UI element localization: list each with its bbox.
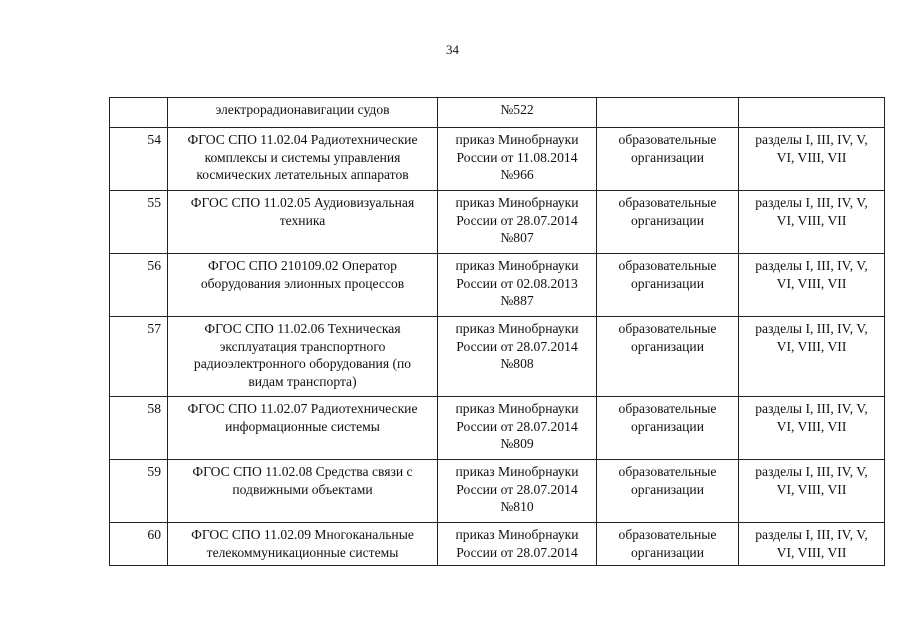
order-cell: приказ Минобрнауки России от 02.08.2013 №887 [438, 254, 597, 317]
page-number: 34 [446, 42, 459, 57]
standard-cell: ФГОС СПО 11.02.07 Радиотехнические информационные системы [168, 397, 438, 460]
row-number-cell: 60 [110, 523, 168, 566]
standard-cell: ФГОС СПО 210109.02 Оператор оборудования элионных процессов [168, 254, 438, 317]
organizations-cell: образовательные организации [597, 128, 739, 191]
standard-cell: электрорадионавигации судов [168, 98, 438, 128]
organizations-cell: образовательные организации [597, 191, 739, 254]
standard-cell: ФГОС СПО 11.02.05 Аудиовизуальная техника [168, 191, 438, 254]
organizations-cell: образовательные организации [597, 254, 739, 317]
table-row [110, 317, 885, 397]
sections-cell: разделы I, III, IV, V, VI, VIII, VII [739, 397, 885, 460]
row-number-cell: 58 [110, 397, 168, 460]
row-number-cell: 55 [110, 191, 168, 254]
sections-cell: разделы I, III, IV, V, VI, VIII, VII [739, 317, 885, 397]
standards-table [109, 97, 885, 566]
table-row [110, 523, 885, 566]
row-number-cell: 54 [110, 128, 168, 191]
standard-cell: ФГОС СПО 11.02.09 Многоканальные телекоммуникационные системы [168, 523, 438, 566]
order-cell: приказ Минобрнауки России от 28.07.2014 [438, 523, 597, 566]
table-row-continuation [110, 98, 885, 128]
table-row [110, 128, 885, 191]
organizations-cell: образовательные организации [597, 523, 739, 566]
organizations-cell: образовательные организации [597, 460, 739, 523]
order-cell: приказ Минобрнауки России от 28.07.2014 №810 [438, 460, 597, 523]
standard-cell: ФГОС СПО 11.02.08 Средства связи с подвижными объектами [168, 460, 438, 523]
order-cell: приказ Минобрнауки России от 28.07.2014 №808 [438, 317, 597, 397]
row-number-cell: 57 [110, 317, 168, 397]
table-row [110, 460, 885, 523]
sections-cell [739, 98, 885, 128]
row-number-cell [110, 98, 168, 128]
row-number-cell: 56 [110, 254, 168, 317]
organizations-cell: образовательные организации [597, 397, 739, 460]
sections-cell: разделы I, III, IV, V, VI, VIII, VII [739, 523, 885, 566]
table-row [110, 397, 885, 460]
table-row [110, 254, 885, 317]
sections-cell: разделы I, III, IV, V, VI, VIII, VII [739, 460, 885, 523]
row-number-cell: 59 [110, 460, 168, 523]
sections-cell: разделы I, III, IV, V, VI, VIII, VII [739, 254, 885, 317]
order-cell: приказ Минобрнауки России от 11.08.2014 №966 [438, 128, 597, 191]
table-row [110, 191, 885, 254]
organizations-cell [597, 98, 739, 128]
sections-cell: разделы I, III, IV, V, VI, VIII, VII [739, 128, 885, 191]
sections-cell: разделы I, III, IV, V, VI, VIII, VII [739, 191, 885, 254]
order-cell: приказ Минобрнауки России от 28.07.2014 №809 [438, 397, 597, 460]
order-cell: №522 [438, 98, 597, 128]
order-cell: приказ Минобрнауки России от 28.07.2014 №807 [438, 191, 597, 254]
organizations-cell: образовательные организации [597, 317, 739, 397]
standard-cell: ФГОС СПО 11.02.06 Техническая эксплуатация транспортного радиоэлектронного оборудования (по видам транспорта) [168, 317, 438, 397]
standard-cell: ФГОС СПО 11.02.04 Радиотехнические комплексы и системы управления космических летательных аппаратов [168, 128, 438, 191]
